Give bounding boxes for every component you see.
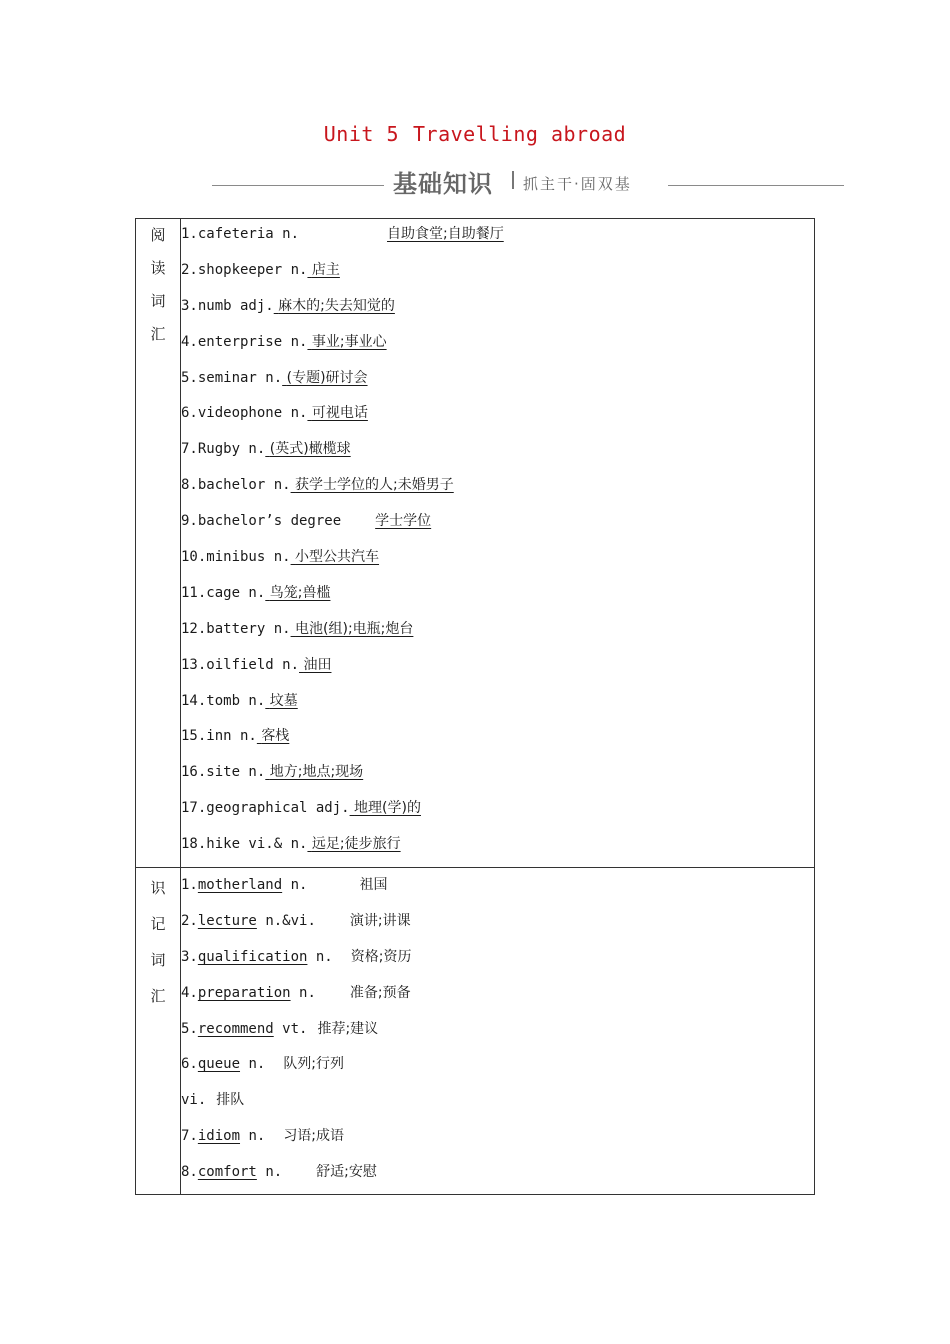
banner-left-rule bbox=[212, 185, 384, 186]
list-item bbox=[181, 686, 814, 722]
category-char: 识 bbox=[150, 879, 166, 897]
recognition-vocab-list bbox=[181, 868, 815, 1195]
item-answer: 坟墓 bbox=[269, 692, 298, 709]
item-term: 7.Rugby n. bbox=[181, 441, 266, 458]
item-meaning: 演讲;讲课 bbox=[349, 912, 411, 929]
item-term: 13.oilfield n. bbox=[181, 656, 300, 673]
item-term: 6.videophone n. bbox=[181, 405, 308, 422]
item-pos: n. bbox=[248, 1128, 266, 1145]
page-title bbox=[0, 122, 950, 146]
banner-sub-text: 抓主干·固双基 bbox=[523, 175, 632, 193]
item-term: 9.bachelor’s degree bbox=[181, 513, 342, 530]
item-answer: 自助食堂;自助餐厅 bbox=[387, 226, 504, 242]
item-meaning: 习语;成语 bbox=[283, 1128, 345, 1145]
item-word: qualification bbox=[197, 948, 308, 965]
item-term: 18.hike vi.& n. bbox=[181, 836, 308, 853]
item-term: 4.enterprise n. bbox=[181, 333, 308, 350]
list-item bbox=[181, 542, 814, 578]
list-item bbox=[181, 1121, 814, 1157]
list-item bbox=[181, 255, 814, 291]
item-number: 2. bbox=[181, 912, 198, 929]
item-answer: 客栈 bbox=[261, 728, 290, 745]
item-term: 5.seminar n. bbox=[181, 369, 283, 386]
item-answer: 鸟笼;兽槛 bbox=[269, 584, 331, 601]
reading-vocab-list bbox=[181, 219, 815, 868]
item-answer: 事业;事业心 bbox=[311, 333, 387, 350]
item-number: 7. bbox=[181, 1128, 198, 1145]
list-item bbox=[181, 942, 814, 978]
list-item bbox=[181, 398, 814, 434]
item-meaning: 队列;行列 bbox=[283, 1056, 345, 1073]
item-answer: 麻木的;失去知觉的 bbox=[278, 297, 395, 314]
item-answer: 可视电话 bbox=[311, 405, 368, 422]
item-number: 3. bbox=[181, 948, 198, 965]
category-char: 词 bbox=[150, 292, 166, 310]
list-item bbox=[181, 614, 814, 650]
item-meaning: 准备;预备 bbox=[349, 984, 411, 1001]
list-item bbox=[181, 327, 814, 363]
item-answer: 小型公共汽车 bbox=[295, 549, 380, 566]
category-char: 记 bbox=[150, 915, 166, 933]
item-term: 8.bachelor n. bbox=[181, 477, 291, 494]
item-term: 2.shopkeeper n. bbox=[181, 261, 308, 278]
item-answer: 电池(组);电瓶;炮台 bbox=[295, 620, 414, 637]
list-item bbox=[181, 219, 814, 255]
list-item bbox=[181, 1049, 814, 1085]
item-word: preparation bbox=[197, 984, 291, 1001]
category-char: 汇 bbox=[150, 987, 166, 1005]
banner-main-text: 基础知识 bbox=[393, 170, 493, 198]
item-pos: vt. bbox=[282, 1020, 308, 1037]
item-number: 8. bbox=[181, 1164, 198, 1181]
item-word: lecture bbox=[197, 912, 257, 929]
item-answer: 学士学位 bbox=[375, 513, 432, 530]
category-char: 汇 bbox=[150, 325, 166, 343]
list-item bbox=[181, 1157, 814, 1193]
item-meaning: 舒适;安慰 bbox=[316, 1164, 377, 1181]
item-term: 14.tomb n. bbox=[181, 692, 266, 709]
list-item bbox=[181, 978, 814, 1014]
section-banner bbox=[212, 164, 844, 196]
item-term: 1.cafeteria n. bbox=[181, 226, 300, 242]
item-answer: 地理(学)的 bbox=[354, 800, 421, 817]
list-item bbox=[181, 434, 814, 470]
item-word: queue bbox=[197, 1056, 241, 1073]
reading-vocab-section bbox=[136, 219, 815, 868]
list-item bbox=[181, 1014, 814, 1050]
recognition-vocab-label bbox=[136, 868, 181, 1195]
item-word: recommend bbox=[197, 1020, 274, 1037]
item-pos: n. bbox=[299, 984, 316, 1001]
item-number: 1. bbox=[181, 877, 198, 893]
item-answer: 远足;徒步旅行 bbox=[311, 836, 401, 853]
vocabulary-table bbox=[135, 218, 815, 1195]
item-meaning: 推荐;建议 bbox=[317, 1020, 379, 1037]
category-char: 词 bbox=[150, 951, 166, 969]
item-meaning: 祖国 bbox=[359, 877, 388, 893]
list-item bbox=[181, 829, 814, 865]
item-term: 12.battery n. bbox=[181, 620, 291, 637]
list-item bbox=[181, 757, 814, 793]
item-answer: 店主 bbox=[311, 261, 340, 278]
item-word: motherland bbox=[197, 877, 283, 893]
item-word: idiom bbox=[197, 1128, 241, 1145]
item-term: 15.inn n. bbox=[181, 728, 257, 745]
recognition-vocab-section bbox=[136, 868, 815, 1195]
banner-right-rule bbox=[668, 185, 844, 186]
list-item bbox=[181, 363, 814, 399]
item-answer: (英式)橄榄球 bbox=[269, 441, 351, 458]
list-item bbox=[181, 793, 814, 829]
item-term: 10.minibus n. bbox=[181, 549, 291, 566]
item-term: 16.site n. bbox=[181, 764, 266, 781]
item-pos: n. bbox=[290, 877, 308, 893]
item-pos: n. bbox=[265, 1164, 283, 1181]
title-topic: Travelling abroad bbox=[413, 122, 627, 146]
item-answer: 油田 bbox=[303, 656, 332, 673]
list-item bbox=[181, 870, 814, 906]
list-item bbox=[181, 906, 814, 942]
item-answer: 地方;地点;现场 bbox=[269, 764, 364, 781]
item-answer: (专题)研讨会 bbox=[286, 369, 368, 386]
category-char: 阅 bbox=[150, 226, 166, 244]
item-pos: n. bbox=[248, 1056, 266, 1073]
list-item bbox=[181, 470, 814, 506]
item-number: 4. bbox=[181, 984, 198, 1001]
item-term: 17.geographical adj. bbox=[181, 800, 350, 817]
item-answer: 获学士学位的人;未婚男子 bbox=[295, 477, 454, 494]
item-number: 6. bbox=[181, 1056, 198, 1073]
item-term: 3.numb adj. bbox=[181, 297, 274, 314]
item-number: 5. bbox=[181, 1020, 198, 1037]
list-item bbox=[181, 291, 814, 327]
item-pos: n.&vi. bbox=[265, 912, 316, 929]
list-item bbox=[181, 578, 814, 614]
item-word: comfort bbox=[197, 1164, 257, 1181]
category-char: 读 bbox=[150, 259, 166, 277]
title-unit: Unit 5 bbox=[323, 122, 400, 146]
list-item bbox=[181, 650, 814, 686]
list-item bbox=[181, 1085, 814, 1121]
reading-vocab-label bbox=[136, 219, 181, 868]
item-pos: vi. bbox=[181, 1092, 207, 1109]
banner-divider bbox=[512, 171, 514, 189]
item-term: 11.cage n. bbox=[181, 584, 266, 601]
list-item bbox=[181, 506, 814, 542]
item-pos: n. bbox=[315, 948, 333, 965]
list-item bbox=[181, 721, 814, 757]
item-meaning: 排队 bbox=[216, 1092, 245, 1109]
item-meaning: 资格;资历 bbox=[350, 948, 412, 965]
